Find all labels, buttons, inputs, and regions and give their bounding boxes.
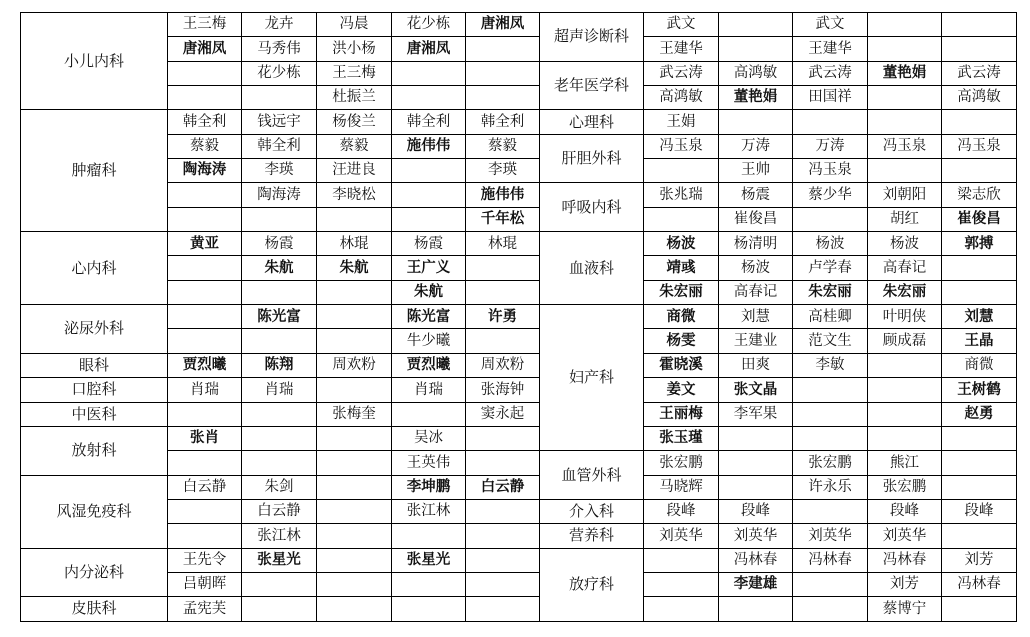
doctor-cell (242, 329, 317, 353)
doctor-cell (242, 86, 317, 110)
department-label: 泌尿外科 (21, 305, 168, 354)
doctor-cell: 许永乐 (793, 475, 868, 499)
doctor-cell: 蔡毅 (466, 134, 540, 158)
doctor-cell (868, 353, 942, 377)
doctor-cell (168, 305, 242, 329)
department-label: 老年医学科 (540, 61, 644, 110)
doctor-cell: 张兆瑞 (644, 183, 719, 207)
department-label: 皮肤科 (21, 597, 168, 621)
doctor-cell (168, 329, 242, 353)
doctor-cell (466, 280, 540, 304)
doctor-cell: 刘英华 (644, 524, 719, 548)
department-label: 血管外科 (540, 451, 644, 500)
doctor-cell (719, 37, 793, 61)
doctor-cell: 吕朝晖 (168, 572, 242, 596)
department-label: 妇产科 (540, 305, 644, 451)
doctor-cell: 段峰 (719, 499, 793, 523)
doctor-cell: 王丽梅 (644, 402, 719, 426)
doctor-cell: 王娟 (644, 110, 719, 134)
doctor-cell: 朱航 (242, 256, 317, 280)
doctor-cell (242, 280, 317, 304)
doctor-cell: 张江林 (242, 524, 317, 548)
doctor-cell: 龙卉 (242, 13, 317, 37)
department-label: 中医科 (21, 402, 168, 426)
doctor-cell (392, 402, 466, 426)
doctor-cell: 朱航 (317, 256, 392, 280)
department-label: 内分泌科 (21, 548, 168, 597)
doctor-cell: 朱宏丽 (793, 280, 868, 304)
doctor-cell: 王先令 (168, 548, 242, 572)
doctor-cell: 张江林 (392, 499, 466, 523)
doctor-cell (466, 256, 540, 280)
doctor-cell (644, 159, 719, 183)
doctor-cell (868, 13, 942, 37)
table-row (21, 280, 1017, 304)
doctor-cell (644, 548, 719, 572)
department-label: 肿瘤科 (21, 110, 168, 232)
doctor-cell (719, 475, 793, 499)
doctor-cell: 董艳娟 (868, 61, 942, 85)
doctor-cell: 王帅 (719, 159, 793, 183)
doctor-cell: 杨波 (793, 232, 868, 256)
doctor-cell: 刘慧 (719, 305, 793, 329)
doctor-cell: 白云静 (168, 475, 242, 499)
doctor-cell: 靖彧 (644, 256, 719, 280)
doctor-cell (793, 597, 868, 621)
doctor-cell: 陈光富 (242, 305, 317, 329)
doctor-cell: 韩全利 (168, 110, 242, 134)
doctor-cell: 韩全利 (466, 110, 540, 134)
doctor-cell: 林琨 (466, 232, 540, 256)
department-label: 介入科 (540, 499, 644, 523)
doctor-cell: 肖瑞 (242, 378, 317, 402)
doctor-cell (793, 207, 868, 231)
doctor-cell: 刘英华 (719, 524, 793, 548)
doctor-cell (317, 524, 392, 548)
doctor-cell: 白云静 (242, 499, 317, 523)
doctor-cell (466, 597, 540, 621)
doctor-cell (644, 572, 719, 596)
doctor-cell (466, 499, 540, 523)
doctor-cell: 刘英华 (868, 524, 942, 548)
table-row (21, 329, 1017, 353)
doctor-cell: 吴冰 (392, 426, 466, 450)
doctor-cell: 杨清明 (719, 232, 793, 256)
doctor-cell (466, 37, 540, 61)
doctor-cell (793, 378, 868, 402)
table-row (21, 61, 1017, 85)
doctor-cell: 贾烈曦 (168, 353, 242, 377)
doctor-cell (942, 159, 1017, 183)
table-row (21, 426, 1017, 450)
doctor-cell: 卢学春 (793, 256, 868, 280)
doctor-cell (793, 110, 868, 134)
doctor-cell (317, 548, 392, 572)
table-row (21, 232, 1017, 256)
doctor-cell (868, 159, 942, 183)
department-label: 呼吸内科 (540, 183, 644, 232)
department-label: 肝胆外科 (540, 134, 644, 183)
doctor-cell: 段峰 (942, 499, 1017, 523)
doctor-cell: 范文生 (793, 329, 868, 353)
doctor-cell: 万涛 (719, 134, 793, 158)
table-row (21, 548, 1017, 572)
doctor-cell: 冯林春 (868, 548, 942, 572)
doctor-cell: 张文晶 (719, 378, 793, 402)
doctor-cell (466, 548, 540, 572)
doctor-cell (644, 207, 719, 231)
doctor-cell: 张海钟 (466, 378, 540, 402)
doctor-cell (942, 451, 1017, 475)
doctor-cell: 田爽 (719, 353, 793, 377)
doctor-cell (942, 13, 1017, 37)
doctor-cell: 高鸿敏 (644, 86, 719, 110)
table-row (21, 475, 1017, 499)
doctor-cell: 王建业 (719, 329, 793, 353)
doctor-cell (793, 426, 868, 450)
doctor-cell (317, 426, 392, 450)
doctor-cell: 武云涛 (644, 61, 719, 85)
doctor-cell: 韩全利 (242, 134, 317, 158)
doctor-cell: 孟宪芙 (168, 597, 242, 621)
doctor-cell: 胡红 (868, 207, 942, 231)
doctor-cell (942, 426, 1017, 450)
doctor-cell: 张星光 (392, 548, 466, 572)
doctor-cell: 商微 (942, 353, 1017, 377)
doctor-cell (868, 37, 942, 61)
department-label: 超声诊断科 (540, 13, 644, 62)
doctor-cell (793, 572, 868, 596)
doctor-cell: 钱远宇 (242, 110, 317, 134)
doctor-cell: 张宏鹏 (868, 475, 942, 499)
doctor-cell (466, 329, 540, 353)
doctor-cell: 冯玉泉 (942, 134, 1017, 158)
doctor-cell (317, 475, 392, 499)
doctor-cell: 朱航 (392, 280, 466, 304)
doctor-cell (942, 597, 1017, 621)
department-label: 小儿内科 (21, 13, 168, 110)
table-row (21, 207, 1017, 231)
doctor-cell: 高桂卿 (793, 305, 868, 329)
doctor-cell (168, 207, 242, 231)
doctor-cell: 马秀伟 (242, 37, 317, 61)
doctor-cell (317, 572, 392, 596)
doctor-cell (942, 280, 1017, 304)
doctor-cell: 刘慧 (942, 305, 1017, 329)
doctor-cell: 洪小杨 (317, 37, 392, 61)
doctor-cell (644, 597, 719, 621)
doctor-cell (168, 451, 242, 475)
doctor-cell (392, 524, 466, 548)
table-row (21, 597, 1017, 621)
doctor-cell: 韩全利 (392, 110, 466, 134)
doctor-cell (168, 499, 242, 523)
doctor-cell (868, 86, 942, 110)
doctor-cell (719, 597, 793, 621)
doctor-cell (168, 524, 242, 548)
doctor-cell: 李晓松 (317, 183, 392, 207)
doctor-cell: 杨波 (868, 232, 942, 256)
doctor-cell (942, 475, 1017, 499)
doctor-cell: 冯玉泉 (868, 134, 942, 158)
doctor-cell: 肖瑞 (168, 378, 242, 402)
doctor-cell: 陶海涛 (242, 183, 317, 207)
doctor-cell (793, 499, 868, 523)
table-row (21, 353, 1017, 377)
doctor-cell (392, 597, 466, 621)
doctor-cell: 贾烈曦 (392, 353, 466, 377)
table-row (21, 183, 1017, 207)
doctor-cell: 张宏鹏 (793, 451, 868, 475)
department-label: 口腔科 (21, 378, 168, 402)
doctor-cell: 杨俊兰 (317, 110, 392, 134)
doctor-cell (392, 159, 466, 183)
doctor-cell: 王三梅 (317, 61, 392, 85)
doctor-cell: 唐湘凤 (466, 13, 540, 37)
doctor-cell: 赵勇 (942, 402, 1017, 426)
department-label: 放疗科 (540, 548, 644, 621)
table-row (21, 572, 1017, 596)
doctor-cell: 陶海涛 (168, 159, 242, 183)
table-row (21, 13, 1017, 37)
doctor-cell (317, 499, 392, 523)
doctor-cell (168, 256, 242, 280)
doctor-cell (242, 402, 317, 426)
doctor-cell: 杨霞 (392, 232, 466, 256)
doctor-cell (868, 402, 942, 426)
department-label: 风湿免疫科 (21, 475, 168, 548)
doctor-cell: 高春记 (719, 280, 793, 304)
doctor-cell (942, 110, 1017, 134)
table-row (21, 451, 1017, 475)
doctor-cell (242, 451, 317, 475)
doctor-cell: 王建华 (793, 37, 868, 61)
doctor-cell: 王树鹤 (942, 378, 1017, 402)
doctor-cell (392, 86, 466, 110)
doctor-cell (242, 597, 317, 621)
department-label: 心理科 (540, 110, 644, 134)
doctor-cell (466, 426, 540, 450)
doctor-cell (466, 451, 540, 475)
doctor-cell: 周欢粉 (466, 353, 540, 377)
doctor-cell: 王英伟 (392, 451, 466, 475)
doctor-cell: 武文 (793, 13, 868, 37)
doctor-cell (392, 61, 466, 85)
doctor-cell: 陈翔 (242, 353, 317, 377)
doctor-cell: 熊江 (868, 451, 942, 475)
doctor-cell: 崔俊昌 (719, 207, 793, 231)
doctor-cell: 汪进良 (317, 159, 392, 183)
doctor-cell: 霍晓溪 (644, 353, 719, 377)
department-label: 眼科 (21, 353, 168, 377)
doctor-cell: 杨雯 (644, 329, 719, 353)
doctor-cell: 施伟伟 (466, 183, 540, 207)
table-row (21, 378, 1017, 402)
doctor-cell: 顾成磊 (868, 329, 942, 353)
schedule-table (20, 12, 1017, 622)
table-row (21, 110, 1017, 134)
doctor-cell: 郭搏 (942, 232, 1017, 256)
doctor-cell (942, 37, 1017, 61)
doctor-cell: 千年松 (466, 207, 540, 231)
doctor-cell: 段峰 (868, 499, 942, 523)
doctor-cell (466, 524, 540, 548)
doctor-cell (317, 305, 392, 329)
department-label: 营养科 (540, 524, 644, 548)
doctor-cell: 杨波 (719, 256, 793, 280)
doctor-cell: 刘英华 (793, 524, 868, 548)
doctor-cell (466, 86, 540, 110)
department-label: 心内科 (21, 232, 168, 305)
doctor-cell: 崔俊昌 (942, 207, 1017, 231)
doctor-cell: 王广义 (392, 256, 466, 280)
doctor-cell: 白云静 (466, 475, 540, 499)
doctor-cell: 杨波 (644, 232, 719, 256)
doctor-cell: 张宏鹏 (644, 451, 719, 475)
doctor-cell: 刘朝阳 (868, 183, 942, 207)
doctor-cell (719, 426, 793, 450)
table-row (21, 37, 1017, 61)
doctor-cell: 蔡毅 (168, 134, 242, 158)
doctor-cell (242, 207, 317, 231)
doctor-cell: 杨震 (719, 183, 793, 207)
doctor-cell: 蔡博宁 (868, 597, 942, 621)
doctor-cell: 冯晨 (317, 13, 392, 37)
doctor-cell: 张星光 (242, 548, 317, 572)
doctor-cell: 张玉瑾 (644, 426, 719, 450)
doctor-cell (168, 183, 242, 207)
doctor-cell: 段峰 (644, 499, 719, 523)
doctor-cell: 冯林春 (719, 548, 793, 572)
doctor-cell: 唐湘凤 (392, 37, 466, 61)
doctor-cell: 高鸿敏 (942, 86, 1017, 110)
doctor-cell: 梁志欣 (942, 183, 1017, 207)
department-label: 血液科 (540, 232, 644, 305)
doctor-cell: 李瑛 (242, 159, 317, 183)
table-row (21, 256, 1017, 280)
doctor-cell: 林琨 (317, 232, 392, 256)
doctor-cell: 高鸿敏 (719, 61, 793, 85)
schedule-body (21, 13, 1017, 622)
doctor-cell: 牛少曦 (392, 329, 466, 353)
doctor-cell (317, 329, 392, 353)
doctor-cell: 黄亚 (168, 232, 242, 256)
department-label: 放射科 (21, 426, 168, 475)
table-row (21, 524, 1017, 548)
table-row (21, 402, 1017, 426)
doctor-cell (942, 524, 1017, 548)
doctor-cell (317, 280, 392, 304)
doctor-cell: 冯玉泉 (793, 159, 868, 183)
doctor-cell: 花少栋 (392, 13, 466, 37)
doctor-cell: 冯林春 (942, 572, 1017, 596)
doctor-cell: 武文 (644, 13, 719, 37)
doctor-cell: 王晶 (942, 329, 1017, 353)
doctor-cell (168, 280, 242, 304)
doctor-cell: 冯林春 (793, 548, 868, 572)
table-row (21, 305, 1017, 329)
doctor-cell: 朱宏丽 (644, 280, 719, 304)
doctor-cell: 李瑛 (466, 159, 540, 183)
doctor-cell: 商微 (644, 305, 719, 329)
table-row (21, 86, 1017, 110)
doctor-cell: 施伟伟 (392, 134, 466, 158)
doctor-cell (168, 402, 242, 426)
doctor-cell: 朱宏丽 (868, 280, 942, 304)
doctor-cell (242, 572, 317, 596)
doctor-cell: 马晓辉 (644, 475, 719, 499)
doctor-cell: 许勇 (466, 305, 540, 329)
doctor-cell (317, 207, 392, 231)
doctor-cell: 杜振兰 (317, 86, 392, 110)
doctor-cell (168, 61, 242, 85)
doctor-cell: 武云涛 (942, 61, 1017, 85)
doctor-cell (719, 110, 793, 134)
doctor-cell (868, 426, 942, 450)
doctor-cell: 朱剑 (242, 475, 317, 499)
doctor-cell (392, 183, 466, 207)
doctor-cell: 田国祥 (793, 86, 868, 110)
doctor-cell: 武云涛 (793, 61, 868, 85)
doctor-cell (392, 572, 466, 596)
doctor-cell: 唐湘凤 (168, 37, 242, 61)
table-row (21, 499, 1017, 523)
doctor-cell: 窦永起 (466, 402, 540, 426)
table-row (21, 134, 1017, 158)
doctor-cell (392, 207, 466, 231)
doctor-cell: 花少栋 (242, 61, 317, 85)
doctor-cell: 周欢粉 (317, 353, 392, 377)
doctor-cell (719, 451, 793, 475)
doctor-cell: 李军果 (719, 402, 793, 426)
doctor-cell (793, 402, 868, 426)
doctor-cell: 肖瑞 (392, 378, 466, 402)
doctor-cell: 蔡少华 (793, 183, 868, 207)
doctor-cell (317, 451, 392, 475)
table-row (21, 159, 1017, 183)
doctor-cell: 高春记 (868, 256, 942, 280)
doctor-cell: 姜文 (644, 378, 719, 402)
doctor-cell: 张梅奎 (317, 402, 392, 426)
doctor-cell (466, 61, 540, 85)
doctor-cell: 张肖 (168, 426, 242, 450)
doctor-cell (942, 256, 1017, 280)
doctor-cell: 蔡毅 (317, 134, 392, 158)
doctor-cell (242, 426, 317, 450)
doctor-cell: 李坤鹏 (392, 475, 466, 499)
doctor-cell: 杨霞 (242, 232, 317, 256)
doctor-cell (317, 597, 392, 621)
doctor-cell: 董艳娟 (719, 86, 793, 110)
doctor-cell: 刘芳 (942, 548, 1017, 572)
doctor-cell: 李敏 (793, 353, 868, 377)
doctor-cell: 刘芳 (868, 572, 942, 596)
doctor-cell: 王三梅 (168, 13, 242, 37)
doctor-cell: 冯玉泉 (644, 134, 719, 158)
doctor-cell (868, 110, 942, 134)
doctor-cell: 陈光富 (392, 305, 466, 329)
doctor-cell: 李建雄 (719, 572, 793, 596)
doctor-cell: 叶明侠 (868, 305, 942, 329)
doctor-cell: 万涛 (793, 134, 868, 158)
doctor-cell (466, 572, 540, 596)
doctor-cell: 王建华 (644, 37, 719, 61)
doctor-cell (719, 13, 793, 37)
doctor-cell (317, 378, 392, 402)
doctor-cell (168, 86, 242, 110)
doctor-cell (868, 378, 942, 402)
